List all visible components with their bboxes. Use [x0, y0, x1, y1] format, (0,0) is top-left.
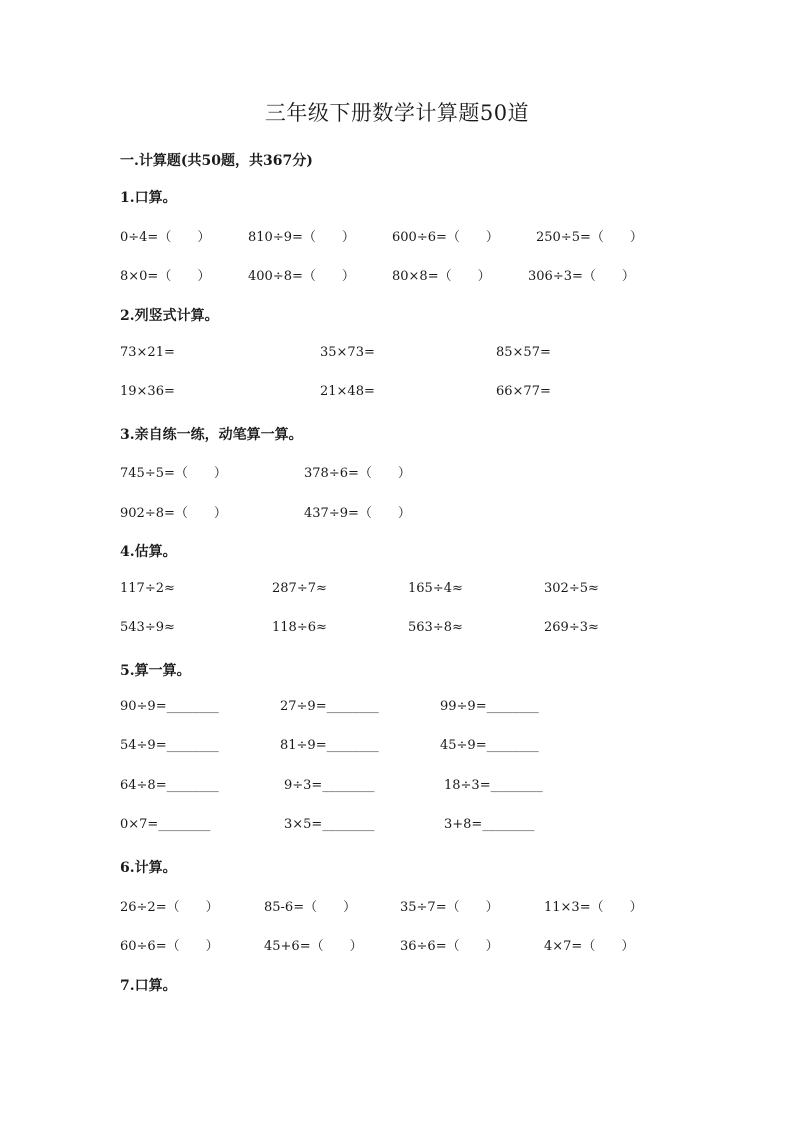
problem: 4×7=（ ）	[544, 939, 635, 954]
problem: 9÷3=________	[284, 778, 375, 793]
problem: 11×3=（ ）	[544, 900, 643, 915]
question-5-heading: 5.算一算。	[120, 663, 191, 679]
problem: 45+6=（ ）	[264, 939, 363, 954]
problem: 563÷8≈	[408, 620, 463, 635]
problem: 36÷6=（ ）	[400, 939, 499, 954]
question-1-heading: 1.口算。	[120, 190, 177, 206]
problem: 3+8=________	[444, 817, 535, 832]
problem: 0×7=________	[120, 817, 211, 832]
question-6-row-2	[0, 935, 794, 955]
question-5-row-3	[0, 778, 794, 798]
question-4-heading: 4.估算。	[120, 544, 177, 560]
problem: 90÷9=________	[120, 699, 219, 714]
problem: 378÷6=（ ）	[304, 466, 411, 481]
problem: 27÷9=________	[280, 699, 379, 714]
question-2-row-1	[0, 345, 794, 365]
problem: 73×21=	[120, 345, 175, 360]
question-7-heading: 7.口算。	[120, 978, 177, 994]
question-5-row-2	[0, 738, 794, 758]
problem: 85-6=（ ）	[264, 900, 357, 915]
problem: 437÷9=（ ）	[304, 506, 411, 521]
question-4-row-1	[0, 581, 794, 601]
question-3-row-1	[0, 462, 794, 482]
problem: 81÷9=________	[280, 738, 379, 753]
problem: 250÷5=（ ）	[536, 230, 643, 245]
page-title: 三年级下册数学计算题50道	[264, 101, 530, 125]
problem: 810÷9=（ ）	[248, 230, 355, 245]
question-2-heading: 2.列竖式计算。	[120, 308, 219, 324]
problem: 0÷4=（ ）	[120, 230, 211, 245]
question-2-row-2	[0, 384, 794, 404]
question-5-row-1	[0, 699, 794, 719]
problem: 118÷6≈	[272, 620, 327, 635]
problem: 99÷9=________	[440, 699, 539, 714]
problem: 117÷2≈	[120, 581, 175, 596]
problem: 85×57=	[496, 345, 551, 360]
problem: 19×36=	[120, 384, 175, 399]
problem: 902÷8=（ ）	[120, 506, 227, 521]
question-3-row-2	[0, 502, 794, 522]
problem: 306÷3=（ ）	[528, 269, 635, 284]
question-5-row-4	[0, 817, 794, 837]
problem: 18÷3=________	[444, 778, 543, 793]
problem: 26÷2=（ ）	[120, 900, 219, 915]
problem: 3×5=________	[284, 817, 375, 832]
problem: 64÷8=________	[120, 778, 219, 793]
problem: 60÷6=（ ）	[120, 939, 219, 954]
problem: 302÷5≈	[544, 581, 599, 596]
problem: 21×48=	[320, 384, 375, 399]
problem: 35÷7=（ ）	[400, 900, 499, 915]
problem: 45÷9=________	[440, 738, 539, 753]
problem: 80×8=（ ）	[392, 269, 491, 284]
problem: 287÷7≈	[272, 581, 327, 596]
question-1-row-1	[0, 226, 794, 246]
problem: 269÷3≈	[544, 620, 599, 635]
problem: 66×77=	[496, 384, 551, 399]
question-6-row-1	[0, 896, 794, 916]
question-1-row-2	[0, 265, 794, 285]
problem: 400÷8=（ ）	[248, 269, 355, 284]
problem: 543÷9≈	[120, 620, 175, 635]
question-6-heading: 6.计算。	[120, 860, 177, 876]
problem: 745÷5=（ ）	[120, 466, 227, 481]
question-3-heading: 3.亲自练一练，动笔算一算。	[120, 427, 303, 443]
question-4-row-2	[0, 620, 794, 640]
problem: 8×0=（ ）	[120, 269, 211, 284]
section-header: 一.计算题(共50题，共367分)	[120, 153, 313, 169]
problem: 35×73=	[320, 345, 375, 360]
problem: 165÷4≈	[408, 581, 463, 596]
problem: 54÷9=________	[120, 738, 219, 753]
problem: 600÷6=（ ）	[392, 230, 499, 245]
